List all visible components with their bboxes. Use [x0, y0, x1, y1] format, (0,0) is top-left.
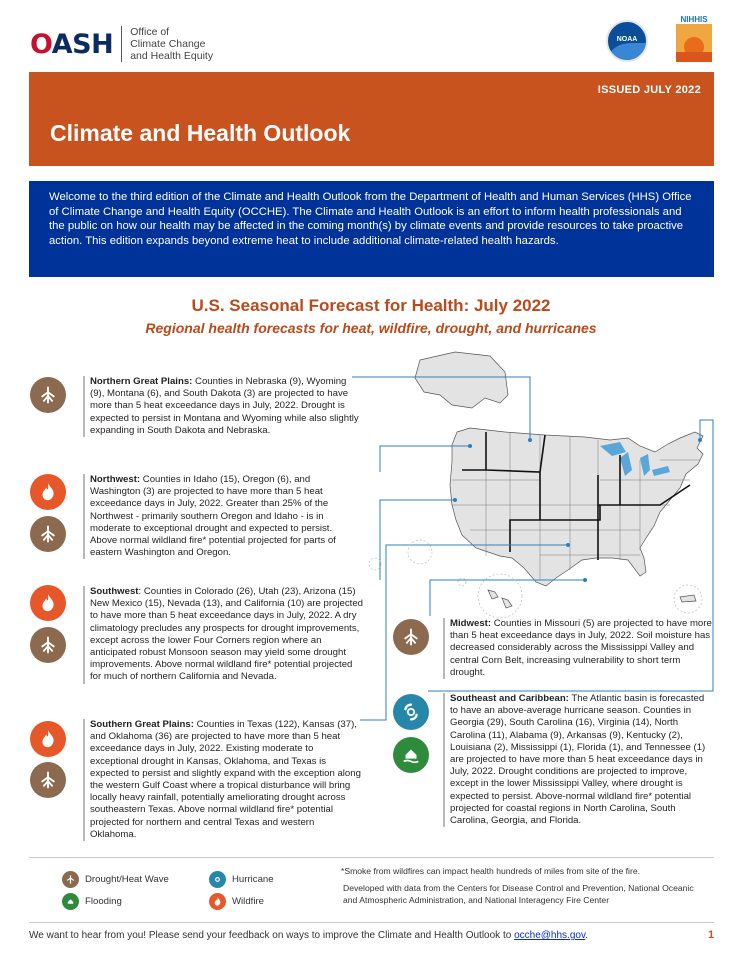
drought-icon — [30, 762, 66, 798]
wildfire-icon — [209, 893, 226, 910]
feedback-end: . — [585, 930, 588, 941]
smoke-footnote: *Smoke from wildfires can impact health hundreds of miles from site of the fire. — [341, 866, 640, 876]
great-lakes-shape — [600, 442, 670, 476]
region-name: Midwest: — [450, 618, 492, 629]
region-southwest — [83, 586, 363, 684]
feedback-text: We want to hear from you! Please send your feedback on ways to improve the Climate and Health Outlook to — [29, 930, 515, 941]
noaa-logo-wave — [608, 43, 646, 60]
oash-logo-text: ASH — [51, 28, 114, 60]
drought-icon — [62, 871, 79, 888]
title-banner — [29, 72, 714, 166]
flooding-icon — [393, 737, 429, 773]
puerto-rico-shape — [680, 595, 696, 602]
region-text: Counties in Missouri (5) are projected to have more than 5 heat exceedance days in July, 2022. Soil moisture has decreased considerably across the Mississippi Valley and central Corn Belt, increasing vulnerability to short term drought. — [450, 618, 712, 678]
region-text: Counties in Texas (122), Kansas (37), and Oklahoma (36) are projected to have more than 5 heat exceedance days in July, 2022. Existing moderate to exceptional drought in Kansas, Oklahoma, and Texas is expected to persist and slightly expand with the exception along the western Gulf Coast where a tropical disturbance will bring locally heavy rainfall, potentially ameliorating drought across southeastern Texas. Above normal wildland fire* potential projected for northern and central Texas and western Oklahoma. — [90, 719, 361, 840]
nihhis-logo-text: NIHHIS — [676, 15, 712, 24]
alaska-shape — [415, 352, 508, 408]
connector-northern-great-plains — [352, 377, 530, 440]
section-subtitle: Regional health forecasts for heat, wildfire, drought, and hurricanes — [145, 320, 597, 336]
nihhis-sun-icon — [676, 24, 712, 62]
page-number: 1 — [708, 929, 715, 941]
page-title: Climate and Health Outlook — [50, 120, 351, 146]
issued-date: ISSUED JULY 2022 — [597, 84, 701, 96]
connector-southwest — [380, 500, 455, 580]
legend-label: Hurricane — [232, 874, 274, 885]
nihhis-logo — [676, 15, 712, 65]
region-name: Northwest: — [90, 474, 141, 485]
hawaii-shape — [488, 590, 512, 608]
state-borders — [452, 432, 700, 580]
wildfire-icon — [30, 721, 66, 757]
region-northern-great-plains — [83, 376, 360, 437]
region-name: Southwest — [90, 586, 139, 597]
divider — [29, 922, 714, 923]
divider — [29, 857, 714, 858]
office-name — [121, 26, 213, 62]
region-boundaries — [462, 432, 690, 560]
office-line-3: and Health Equity — [130, 50, 214, 62]
wildfire-icon — [30, 585, 66, 621]
drought-icon — [393, 619, 429, 655]
noaa-logo — [606, 20, 648, 62]
puerto-rico-inset — [674, 585, 702, 613]
drought-icon — [30, 516, 66, 552]
region-text: Counties in Idaho (15), Oregon (6), and Washington (3) are projected to have more than 5 heat exceedance days in July, 2022. Greater than 25% of the Northwest - primarily southern Oregon and Idaho - is in moderate to exceptional drought and expected to persist. Above normal wildland fire* potential projected for parts of eastern Washington and Oregon. — [90, 474, 336, 559]
feedback-email-link[interactable]: ocche@hhs.gov — [514, 930, 586, 941]
region-text: : Counties in Colorado (26), Utah (23), Arizona (15) New Mexico (15), Nevada (13), and California (10) are projected to have more than 5 heat exceedance days in July, 2022. A dry climatology precludes any prospects for drought improvements, except across the lower Four Corners region where an anticipated robust Monsoon season may yield some drought improvements. Above normal wildland fire* potential projected for much of northern California and Nevada. — [90, 586, 364, 683]
legend-wildfire — [209, 893, 264, 910]
region-text: Counties in Nebraska (9), Wyoming (9), Montana (6), and South Dakota (3) are projected to have more than 5 heat exceedance days in July, 2022. Drought is expected to persist in Montana and Wyoming while also slightly expanding in South Dakota and Nebraska. — [90, 376, 359, 436]
region-northwest — [83, 474, 360, 559]
intro-text: Welcome to the third edition of the Climate and Health Outlook from the Department of Health and Human Services (HHS) Office of Climate Change and Health Equity (OCCHE). The Climate and Health Outlook is an effort to inform health professionals and the public on how our health may be affected in the coming month(s) by climate events and provide resources to take proactive action. This edition expands beyond extreme heat to include additional climate-related health hazards. — [29, 181, 714, 277]
wildfire-icon — [30, 474, 66, 510]
legend-label: Wildfire — [232, 896, 264, 907]
legend-drought — [62, 871, 169, 888]
drought-icon — [30, 627, 66, 663]
office-line-2: Climate Change — [130, 38, 206, 50]
hurricane-icon — [393, 694, 429, 730]
region-southeast — [443, 693, 713, 827]
section-title: U.S. Seasonal Forecast for Health: July 2022 — [191, 296, 551, 315]
region-name: Northern Great Plains: — [90, 376, 193, 387]
connector-northwest — [380, 446, 470, 472]
drought-icon — [30, 377, 66, 413]
region-name: Southeast and Caribbean: — [450, 693, 569, 704]
region-text: The Atlantic basin is forecasted to have an above-average hurricane season. Counties in Georgia (29), South Carolina (16), Virginia (14), North Carolina (11), Alabama (9), Arkansas (9), Kentucky (2), Louisiana (2), Mississippi (1), Florida (1), and Tennessee (1) are projected to have more than 5 heat exceedance days in July, 2022. Drought conditions are projected to improve, except in the lower Mississippi Valley, where drought is expected to persist. Above-normal wildland fire* potential projected for coastal regions in North Carolina, South Carolina, Georgia, and Florida. — [450, 693, 706, 827]
legend-hurricane — [209, 871, 274, 888]
oash-logo: OASH — [30, 28, 114, 60]
connector-midwest — [430, 580, 585, 616]
noaa-logo-text: NOAA — [616, 36, 638, 43]
legend-label: Flooding — [85, 896, 122, 907]
office-line-1: Office of — [130, 26, 170, 38]
contiguous-us-shape — [450, 428, 703, 586]
legend-flooding — [62, 893, 122, 910]
region-southern-great-plains — [83, 719, 363, 841]
flooding-icon — [62, 893, 79, 910]
region-name: Southern Great Plains: — [90, 719, 194, 730]
header — [30, 24, 213, 64]
data-credits: Developed with data from the Centers for Disease Control and Prevention, National Oceanic and Atmospheric Administration, and National Interagency Fire Center — [343, 883, 694, 905]
hawaii-inset — [478, 574, 522, 618]
feedback-line — [29, 930, 588, 941]
region-midwest — [443, 618, 713, 679]
legend-label: Drought/Heat Wave — [85, 874, 169, 885]
hurricane-icon — [209, 871, 226, 888]
